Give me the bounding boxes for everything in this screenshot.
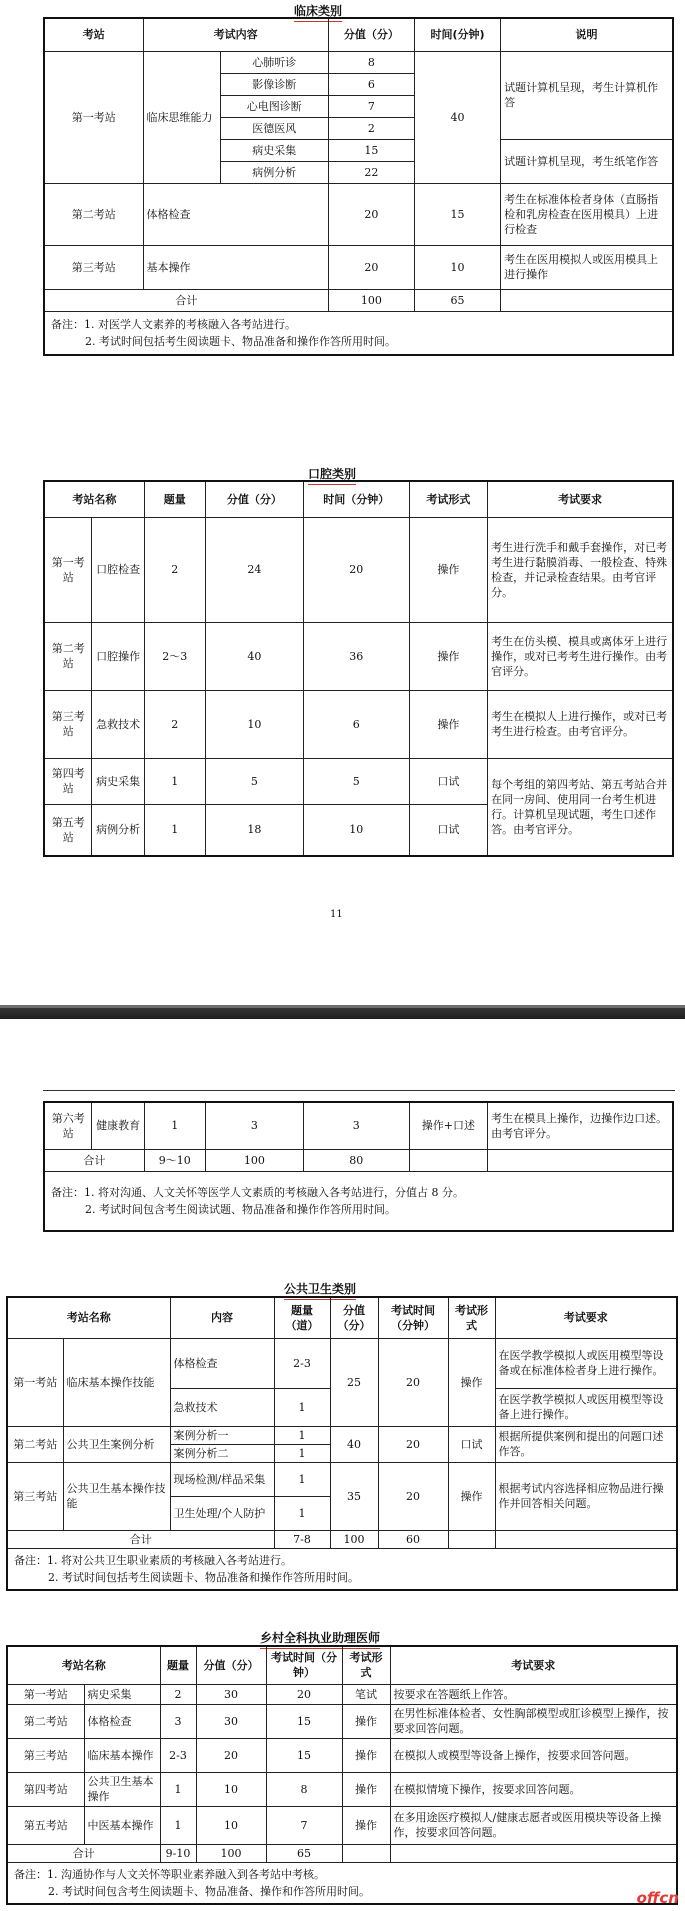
ph-s2-score: 40 <box>330 1426 378 1462</box>
rural-header-form: 考试形式 <box>342 1646 390 1684</box>
rural-qty: 2-3 <box>160 1738 196 1772</box>
dental-station-name: 口腔检查 <box>92 517 144 622</box>
rural-qty: 2 <box>160 1684 196 1704</box>
ph-s3b-qty: 1 <box>274 1496 330 1530</box>
ph-header-time: 考试时间（分钟） <box>378 1297 448 1338</box>
clinical-header-desc: 说明 <box>501 18 673 51</box>
ph-s1a: 体格检查 <box>170 1338 274 1388</box>
rural-req: 按要求在答题纸上作答。 <box>390 1684 677 1704</box>
ph-s1a-req: 在医学教学模拟人或医用模型等设备或在标准体检者身上进行操作。 <box>495 1338 677 1388</box>
clinical-item-score: 22 <box>328 161 414 183</box>
ph-s3-time: 20 <box>378 1462 448 1530</box>
rural-time: 15 <box>266 1738 342 1772</box>
public-health-table <box>6 1296 678 1591</box>
clinical-ability: 临床思维能力 <box>143 51 220 183</box>
dental-form: 口试 <box>409 804 487 856</box>
rural-form: 操作 <box>342 1772 390 1806</box>
clinical-title: 临床类别 <box>294 2 342 19</box>
dental-station-name: 健康教育 <box>92 1102 144 1149</box>
rural-notes <box>7 1862 677 1904</box>
ph-header-form: 考试形式 <box>448 1297 495 1338</box>
clinical-item-score: 6 <box>328 73 414 95</box>
rural-note1: 备注：1. 沟通协作与人文关怀等职业素养融入到各考站中考核。 <box>14 1867 325 1881</box>
dental-form: 操作 <box>409 517 487 622</box>
ph-s1a-qty: 2-3 <box>274 1338 330 1388</box>
rural-station-name: 中医基本操作 <box>84 1806 160 1844</box>
rural-qty: 1 <box>160 1772 196 1806</box>
clinical-item: 心电图诊断 <box>220 95 328 117</box>
ph-s2-time: 20 <box>378 1426 448 1462</box>
ph-total-score: 100 <box>330 1530 378 1548</box>
rural-form: 操作 <box>342 1738 390 1772</box>
rural-time: 7 <box>266 1806 342 1844</box>
ph-total-qty: 7-8 <box>274 1530 330 1548</box>
ph-s3-score: 35 <box>330 1462 378 1530</box>
rural-station-name: 临床基本操作 <box>84 1738 160 1772</box>
clinical-item: 病例分析 <box>220 161 328 183</box>
ph-header-score: 分值（分） <box>330 1297 378 1338</box>
rural-total-score: 100 <box>196 1844 266 1862</box>
rural-qty: 1 <box>160 1806 196 1844</box>
clinical-item: 影像诊断 <box>220 73 328 95</box>
clinical-desc1a: 试题计算机呈现，考生计算机作答 <box>501 51 673 139</box>
dental-station-name: 口腔操作 <box>92 622 144 690</box>
clinical-item: 病史采集 <box>220 139 328 161</box>
dental-station: 第三考站 <box>44 690 92 758</box>
rural-form: 操作 <box>342 1806 390 1844</box>
dental-qty: 2 <box>144 690 205 758</box>
ph-s2a-qty: 1 <box>274 1426 330 1444</box>
dental-time: 5 <box>303 758 409 804</box>
clinical-header-content: 考试内容 <box>143 18 328 51</box>
rural-table <box>6 1645 678 1905</box>
clinical-total-label: 合计 <box>44 289 328 311</box>
clinical-item-score: 7 <box>328 95 414 117</box>
clinical-note2: 2. 考试时间包括考生阅读题卡、物品准备和操作作答所用时间。 <box>85 334 396 348</box>
dental-time: 10 <box>303 804 409 856</box>
rural-note2: 2. 考试时间包含考生阅读题卡、物品准备、操作和作答所用时间。 <box>48 1884 370 1898</box>
dental-title: 口腔类别 <box>308 465 356 482</box>
rural-time: 8 <box>266 1772 342 1806</box>
dental-req: 考生在模具上操作，边操作边口述。由考官评分。 <box>488 1102 673 1149</box>
ph-station1-name: 临床基本操作技能 <box>63 1338 170 1426</box>
dental-form: 操作 <box>409 622 487 690</box>
dental-station: 第二考站 <box>44 622 92 690</box>
dental-req: 考生在模拟人上进行操作，或对已考考生进行检查。由考官评分。 <box>488 690 673 758</box>
dental-total-score: 100 <box>205 1149 303 1171</box>
dental-station: 第六考站 <box>44 1102 92 1149</box>
dental-qty: 2 <box>144 517 205 622</box>
ph-total-label: 合计 <box>7 1530 274 1548</box>
rural-req: 在模拟人或模型等设备上操作，按要求回答问题。 <box>390 1738 677 1772</box>
page-number: 11 <box>330 909 343 920</box>
dental-table-continued <box>43 1101 674 1232</box>
rural-station-name: 公共卫生基本操作 <box>84 1772 160 1806</box>
rural-station: 第一考站 <box>7 1684 84 1704</box>
rural-time: 15 <box>266 1704 342 1738</box>
ph-s3a-qty: 1 <box>274 1462 330 1496</box>
ph-s1b-req: 在医学教学模拟人或医用模型等设备上进行操作。 <box>495 1388 677 1426</box>
dental-notes <box>44 1171 673 1231</box>
dental-score: 10 <box>205 690 303 758</box>
dental-station: 第五考站 <box>44 804 92 856</box>
rural-station-name: 体格检查 <box>84 1704 160 1738</box>
rural-station-name: 病史采集 <box>84 1684 160 1704</box>
ph-s1-form: 操作 <box>448 1338 495 1426</box>
clinical-total-time: 65 <box>414 289 500 311</box>
page-header-rule <box>43 1090 675 1091</box>
ph-station3: 第三考站 <box>7 1462 63 1530</box>
rural-score: 10 <box>196 1806 266 1844</box>
clinical-station2: 第二考站 <box>44 183 143 245</box>
dental-station: 第一考站 <box>44 517 92 622</box>
ph-total-time: 60 <box>378 1530 448 1548</box>
dental-header-name: 考站名称 <box>44 481 144 517</box>
rural-header-time: 考试时间（分钟） <box>266 1646 342 1684</box>
rural-header-qty: 题量 <box>160 1646 196 1684</box>
clinical-item-score: 15 <box>328 139 414 161</box>
rural-qty: 3 <box>160 1704 196 1738</box>
dental-note2: 2. 考试时间包含考生阅读试题、物品准备和操作作答所用时间。 <box>85 1202 396 1216</box>
ph-note1: 备注：1. 将对公共卫生职业素质的考核融入各考站进行。 <box>14 1553 292 1567</box>
clinical-score2: 20 <box>328 183 414 245</box>
rural-score: 30 <box>196 1704 266 1738</box>
ph-header-name: 考站名称 <box>7 1297 170 1338</box>
clinical-content3: 基本操作 <box>143 245 328 289</box>
ph-s1b-qty: 1 <box>274 1388 330 1426</box>
rural-req: 在男性标准体检者、女性胸部模型或肛诊模型上操作，按要求回答问题。 <box>390 1704 677 1738</box>
rural-station: 第三考站 <box>7 1738 84 1772</box>
dental-qty: 1 <box>144 758 205 804</box>
dental-total-label: 合计 <box>44 1149 144 1171</box>
dental-total-time: 80 <box>303 1149 409 1171</box>
dental-qty: 1 <box>144 804 205 856</box>
rural-form: 笔试 <box>342 1684 390 1704</box>
ph-header-content: 内容 <box>170 1297 274 1338</box>
ph-s3-form: 操作 <box>448 1462 495 1530</box>
rural-station: 第四考站 <box>7 1772 84 1806</box>
clinical-item-score: 8 <box>328 51 414 73</box>
clinical-item-score: 2 <box>328 117 414 139</box>
dental-score: 40 <box>205 622 303 690</box>
dental-header-form: 考试形式 <box>409 481 487 517</box>
rural-score: 20 <box>196 1738 266 1772</box>
clinical-header-score: 分值（分） <box>328 18 414 51</box>
clinical-station1: 第一考站 <box>44 51 143 183</box>
ph-s1-score: 25 <box>330 1338 378 1426</box>
ph-note2: 2. 考试时间包括考生阅读题卡、物品准备和操作作答所用时间。 <box>48 1570 359 1584</box>
clinical-header-time: 时间(分钟) <box>414 18 500 51</box>
rural-title: 乡村全科执业助理医师 <box>260 1629 380 1646</box>
dental-score: 5 <box>205 758 303 804</box>
clinical-desc2: 考生在标准体检者身体（直肠指检和乳房检查在医用模具）上进行检查 <box>501 183 673 245</box>
dental-time: 36 <box>303 622 409 690</box>
rural-total-label: 合计 <box>7 1844 160 1862</box>
ph-header-req: 考试要求 <box>495 1297 677 1338</box>
page-separator <box>0 1005 685 1019</box>
clinical-score3: 20 <box>328 245 414 289</box>
rural-station: 第五考站 <box>7 1806 84 1844</box>
dental-total-qty: 9～10 <box>144 1149 205 1171</box>
ph-station3-name: 公共卫生基本操作技能 <box>63 1462 170 1530</box>
ph-s2b: 案例分析二 <box>170 1444 274 1462</box>
ph-s1-time: 20 <box>378 1338 448 1426</box>
dental-station: 第四考站 <box>44 758 92 804</box>
dental-score: 24 <box>205 517 303 622</box>
dental-table <box>43 480 674 857</box>
dental-station-name: 急救技术 <box>92 690 144 758</box>
rural-score: 30 <box>196 1684 266 1704</box>
rural-header-name: 考站名称 <box>7 1646 160 1684</box>
clinical-note1: 备注：1. 对医学人文素养的考核融入各考站进行。 <box>51 317 296 331</box>
rural-time: 20 <box>266 1684 342 1704</box>
public-health-title: 公共卫生类别 <box>284 1280 356 1297</box>
dental-req: 考生在仿头模、模具或离体牙上进行操作，或对已考考生进行操作。由考官评分。 <box>488 622 673 690</box>
ph-notes <box>7 1548 677 1590</box>
ph-s2-form: 口试 <box>448 1426 495 1462</box>
dental-form: 操作+口述 <box>409 1102 487 1149</box>
dental-header-time: 时间（分钟） <box>303 481 409 517</box>
dental-score: 18 <box>205 804 303 856</box>
dental-req45: 每个考组的第四考站、第五考站合并在同一房间、使用同一台考生机进行。计算机呈现试题，考生口述作答。由考官评分。 <box>488 758 673 856</box>
ph-header-qty: 题量（道） <box>274 1297 330 1338</box>
dental-header-req: 考试要求 <box>488 481 673 517</box>
rural-form: 操作 <box>342 1704 390 1738</box>
dental-note1: 备注：1. 将对沟通、人文关怀等医学人文素质的考核融入各考站进行，分值占 8 分。 <box>51 1185 464 1199</box>
ph-s3a: 现场检测/样品采集 <box>170 1462 274 1496</box>
clinical-time2: 15 <box>414 183 500 245</box>
watermark-logo: offcn <box>636 1889 679 1907</box>
clinical-desc3: 考生在医用模拟人或医用模具上进行操作 <box>501 245 673 289</box>
clinical-item: 医德医风 <box>220 117 328 139</box>
dental-station-name: 病史采集 <box>92 758 144 804</box>
dental-header-qty: 题量 <box>144 481 205 517</box>
dental-form: 口试 <box>409 758 487 804</box>
clinical-item: 心肺听诊 <box>220 51 328 73</box>
clinical-table <box>43 17 674 356</box>
ph-s2b-qty: 1 <box>274 1444 330 1462</box>
rural-total-qty: 9-10 <box>160 1844 196 1862</box>
clinical-content2: 体格检查 <box>143 183 328 245</box>
dental-req: 考生进行洗手和戴手套操作，对已考考生进行黏膜消毒、一般检查、特殊检查，并记录检查结果。由考官评分。 <box>488 517 673 622</box>
ph-station2: 第二考站 <box>7 1426 63 1462</box>
dental-station-name: 病例分析 <box>92 804 144 856</box>
ph-station2-name: 公共卫生案例分析 <box>63 1426 170 1462</box>
rural-header-req: 考试要求 <box>390 1646 677 1684</box>
dental-form: 操作 <box>409 690 487 758</box>
ph-s2a: 案例分析一 <box>170 1426 274 1444</box>
ph-s2-req: 根据所提供案例和提出的问题口述作答。 <box>495 1426 677 1462</box>
rural-total-time: 65 <box>266 1844 342 1862</box>
rural-score: 10 <box>196 1772 266 1806</box>
clinical-time3: 10 <box>414 245 500 289</box>
clinical-notes <box>44 311 673 355</box>
dental-qty: 2～3 <box>144 622 205 690</box>
clinical-header-station: 考站 <box>44 18 143 51</box>
clinical-desc1b: 试题计算机呈现，考生纸笔作答 <box>501 139 673 183</box>
rural-req: 在多用途医疗模拟人/健康志愿者或医用模块等设备上操作，按要求回答问题。 <box>390 1806 677 1844</box>
ph-s1b: 急救技术 <box>170 1388 274 1426</box>
rural-req: 在模拟情境下操作，按要求回答问题。 <box>390 1772 677 1806</box>
dental-time: 20 <box>303 517 409 622</box>
rural-header-score: 分值（分） <box>196 1646 266 1684</box>
dental-qty: 1 <box>144 1102 205 1149</box>
dental-header-score: 分值（分） <box>205 481 303 517</box>
rural-station: 第二考站 <box>7 1704 84 1738</box>
dental-time: 3 <box>303 1102 409 1149</box>
dental-time: 6 <box>303 690 409 758</box>
dental-score: 3 <box>205 1102 303 1149</box>
clinical-station3: 第三考站 <box>44 245 143 289</box>
clinical-time1: 40 <box>414 51 500 183</box>
ph-station1: 第一考站 <box>7 1338 63 1426</box>
ph-s3-req: 根据考试内容选择相应物品进行操作并回答相关问题。 <box>495 1462 677 1530</box>
clinical-total-score: 100 <box>328 289 414 311</box>
ph-s3b: 卫生处理/个人防护 <box>170 1496 274 1530</box>
